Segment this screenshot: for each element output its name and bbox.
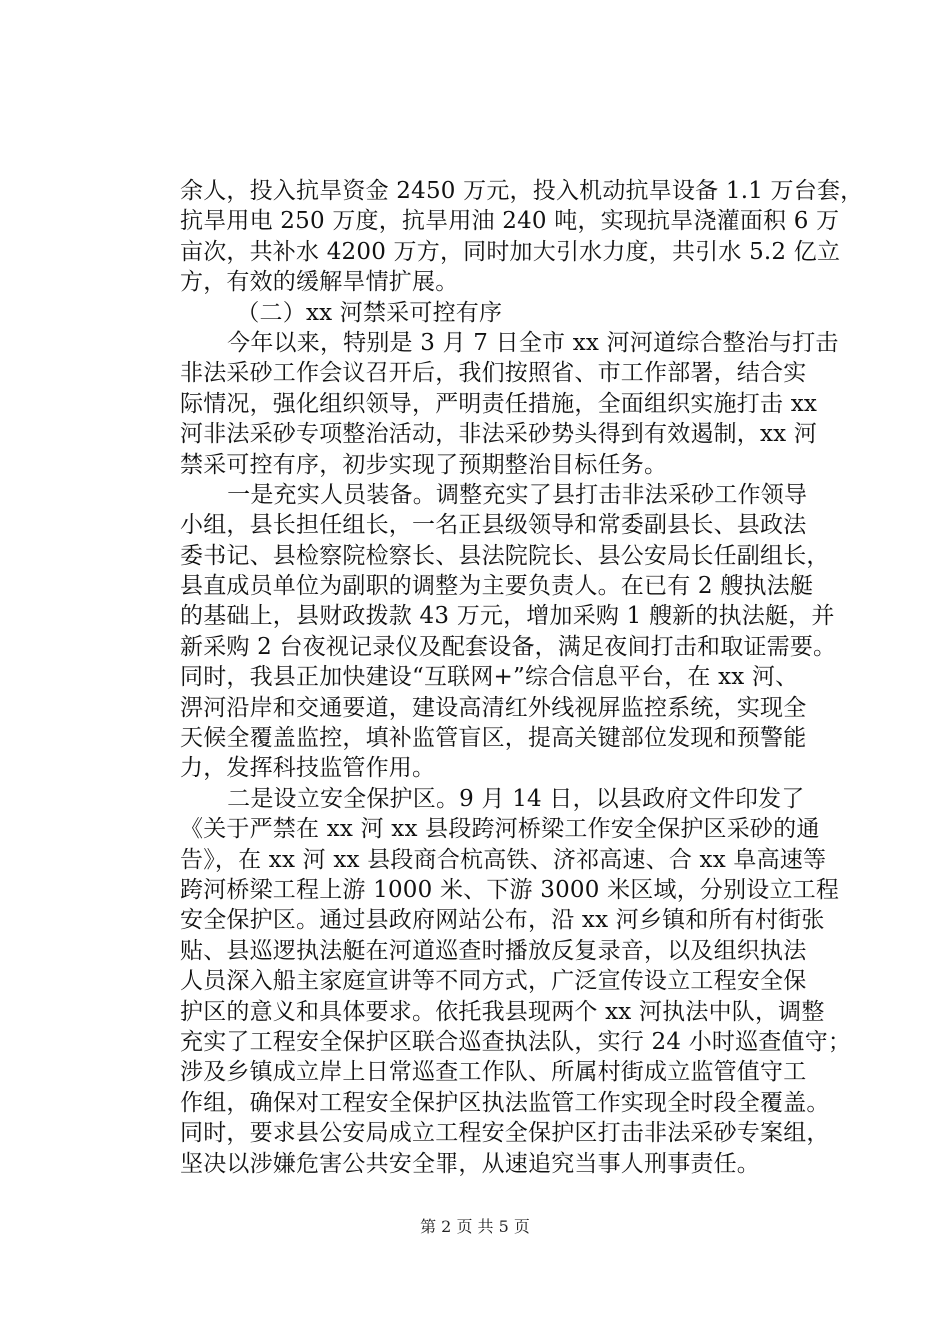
text-line: 县直成员单位为副职的调整为主要负责人。在已有 2 艘执法艇: [180, 573, 814, 600]
text-line: 非法采砂工作会议召开后，我们按照省、市工作部署，结合实: [180, 360, 807, 387]
text-line: 跨河桥梁工程上游 1000 米、下游 3000 米区域，分别设立工程: [180, 876, 840, 903]
text-line: 涉及乡镇成立岸上日常巡查工作队、所属村街成立监管值守工: [180, 1059, 807, 1086]
page-number-footer: 第 2 页 共 5 页: [420, 1217, 530, 1236]
text-line: 禁采可控有序，初步实现了预期整治目标任务。: [180, 451, 668, 478]
paragraph-start-line: 今年以来，特别是 3 月 7 日全市 xx 河河道综合整治与打击: [227, 329, 839, 356]
text-line: 河非法采砂专项整治活动，非法采砂势头得到有效遏制，xx 河: [180, 421, 818, 448]
text-line: 小组，县长担任组长，一名正县级领导和常委副县长、县政法: [180, 512, 807, 539]
text-line: 的基础上，县财政拨款 43 万元，增加采购 1 艘新的执法艇，并: [180, 603, 835, 630]
text-line: 同时，要求县公安局成立工程安全保护区打击非法采砂专案组，: [180, 1120, 830, 1147]
document-body: [180, 176, 864, 1179]
text-line: 际情况，强化组织领导，严明责任措施，全面组织实施打击 xx: [180, 390, 818, 417]
text-line: 力，发挥科技监管作用。: [180, 755, 436, 782]
paragraph-start-line: 一是充实人员装备。调整充实了县打击非法采砂工作领导: [227, 481, 808, 508]
text-line: 安全保护区。通过县政府网站公布，沿 xx 河乡镇和所有村街张: [180, 907, 825, 934]
text-line: 充实了工程安全保护区联合巡查执法队，实行 24 小时巡查值守；: [180, 1028, 852, 1055]
text-line: 护区的意义和具体要求。依托我县现两个 xx 河执法中队，调整: [180, 998, 825, 1025]
text-line: 新采购 2 台夜视记录仪及配套设备，满足夜间打击和取证需要。: [180, 633, 837, 660]
text-line: 坚决以涉嫌危害公共安全罪，从速追究当事人刑事责任。: [180, 1150, 760, 1177]
text-line: 《关于严禁在 xx 河 xx 县段跨河桥梁工作安全保护区采砂的通: [180, 816, 820, 843]
paragraph-start-line: 二是设立安全保护区。9 月 14 日，以县政府文件印发了: [227, 785, 805, 812]
text-line: 委书记、县检察院检察长、县法院院长、县公安局长任副组长，: [180, 542, 830, 569]
text-line: 贴、县巡逻执法艇在河道巡查时播放反复录音，以及组织执法: [180, 937, 807, 964]
text-line: 余人，投入抗旱资金 2450 万元，投入机动抗旱设备 1.1 万台套，: [180, 178, 864, 204]
text-line: 天候全覆盖监控，填补监管盲区，提高关键部位发现和预警能: [180, 725, 807, 752]
text-line: 同时，我县正加快建设“互联网+”综合信息平台，在 xx 河、: [180, 664, 799, 691]
text-line: 抗旱用电 250 万度，抗旱用油 240 吨，实现抗旱浇灌面积 6 万: [180, 208, 840, 235]
text-line: 方，有效的缓解旱情扩展。: [180, 269, 459, 296]
text-line: 人员深入船主家庭宣讲等不同方式，广泛宣传设立工程安全保: [180, 968, 807, 995]
text-line: 告》，在 xx 河 xx 县段商合杭高铁、济祁高速、合 xx 阜高速等: [180, 846, 827, 873]
section-heading: （二）xx 河禁采可控有序: [236, 299, 503, 326]
text-line: 亩次，共补水 4200 万方，同时加大引水力度，共引水 5.2 亿立: [180, 238, 841, 265]
text-line: 作组，确保对工程安全保护区执法监管工作实现全时段全覆盖。: [180, 1089, 830, 1116]
text-line: 淠河沿岸和交通要道，建设高清红外线视屏监控系统，实现全: [180, 694, 807, 721]
